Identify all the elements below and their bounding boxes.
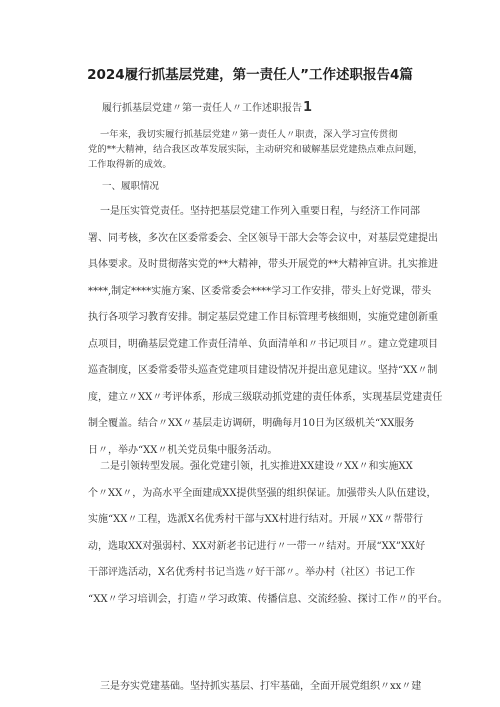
paragraph-line: 巡查制度，区委常委带头巡查党建项目建设情况并提出意见建议。坚持“XX〃制: [88, 365, 438, 376]
paragraph-transformation: [88, 460, 448, 619]
paragraph-line: 具体要求。及时贯彻落实党的**大精神，带头开展党的**大精神宣讲。扎实推进: [88, 259, 438, 270]
subheading-number: 1: [303, 100, 313, 115]
intro-line: 党的**大精神，结合我区改革发展实际，主动研究和破解基层党建热点难点问题，: [88, 144, 423, 155]
document-title: 2024履行抓基层党建，第一责任人”工作述职报告4篇: [87, 67, 413, 83]
paragraph-line: 三是夯实党建基础。坚持抓实基层、打牢基础，全面开展党组织〃xx〃建: [100, 681, 422, 692]
paragraph-line: 日〃，举办“XX〃机关党员集中服务活动。: [88, 444, 278, 456]
intro-paragraph: [88, 127, 423, 172]
paragraph-line: 个〃XX〃，为高水平全面建成XX提供坚强的组织保证。加强带头人队伍建设，: [88, 487, 437, 499]
paragraph-line: 二是引领转型发展。强化党建引领，扎实推进XX建设〃XX〃和实施XX: [100, 461, 413, 472]
intro-line: 一年来，我切实履行抓基层党建〃第一责任人〃职责，深入学习宣传贯彻: [100, 129, 398, 140]
paragraph-line: 制全覆盖。结合〃XX〃基层走访调研，明确每月10日为区级机关“XX服务: [88, 418, 415, 429]
paragraph-line: 干部评选活动，X名优秀村书记当选〃好干部〃。举办村（社区）书记工作: [88, 567, 416, 578]
paragraph-line: ****,制定****实施方案、区委常委会****学习工作安排，带头上好党课，带头: [88, 285, 432, 297]
intro-line: 工作取得新的成效。: [88, 159, 172, 170]
paragraph-line: 执行各项学习教育安排。制定基层党建工作目标管理考核细则，实施党建创新重: [88, 312, 438, 323]
paragraph-line: “XX〃学习培训会，打造〃学习政策、传播信息、交流经验、探讨工作〃的平台。: [88, 593, 448, 605]
paragraph-line: 动，选取XX对强弱村、XX对新老书记进行〃一带一〃结对。开展“XX”XX好: [88, 540, 426, 552]
paragraph-line: 署、同考核，多次在区委常委会、全区领导干部大会等会议中，对基层党建提出: [88, 232, 438, 244]
paragraph-foundation: [88, 680, 422, 707]
paragraph-line: 一是压实管党责任。坚持把基层党建工作列入重要日程，与经济工作同部: [100, 206, 420, 217]
paragraph-responsibility: [88, 205, 443, 470]
section-heading: 一、履职情况: [102, 181, 160, 192]
paragraph-line: 实施“XX〃工程，选派X名优秀村干部与XX村进行结对。开展〃XX〃帮带行: [88, 514, 423, 525]
paragraph-line: 度，建立〃XX〃考评体系，形成三级联动抓党建的责任体系，实现基层党建责任: [88, 391, 443, 403]
paragraph-line: 点项目，明确基层党建工作责任清单、负面清单和〃书记项目〃。建立党建项目: [88, 338, 438, 350]
subheading-text: 履行抓基层党建〃第一责任人〃工作述职报告: [102, 103, 302, 114]
report-subheading: [102, 101, 312, 116]
